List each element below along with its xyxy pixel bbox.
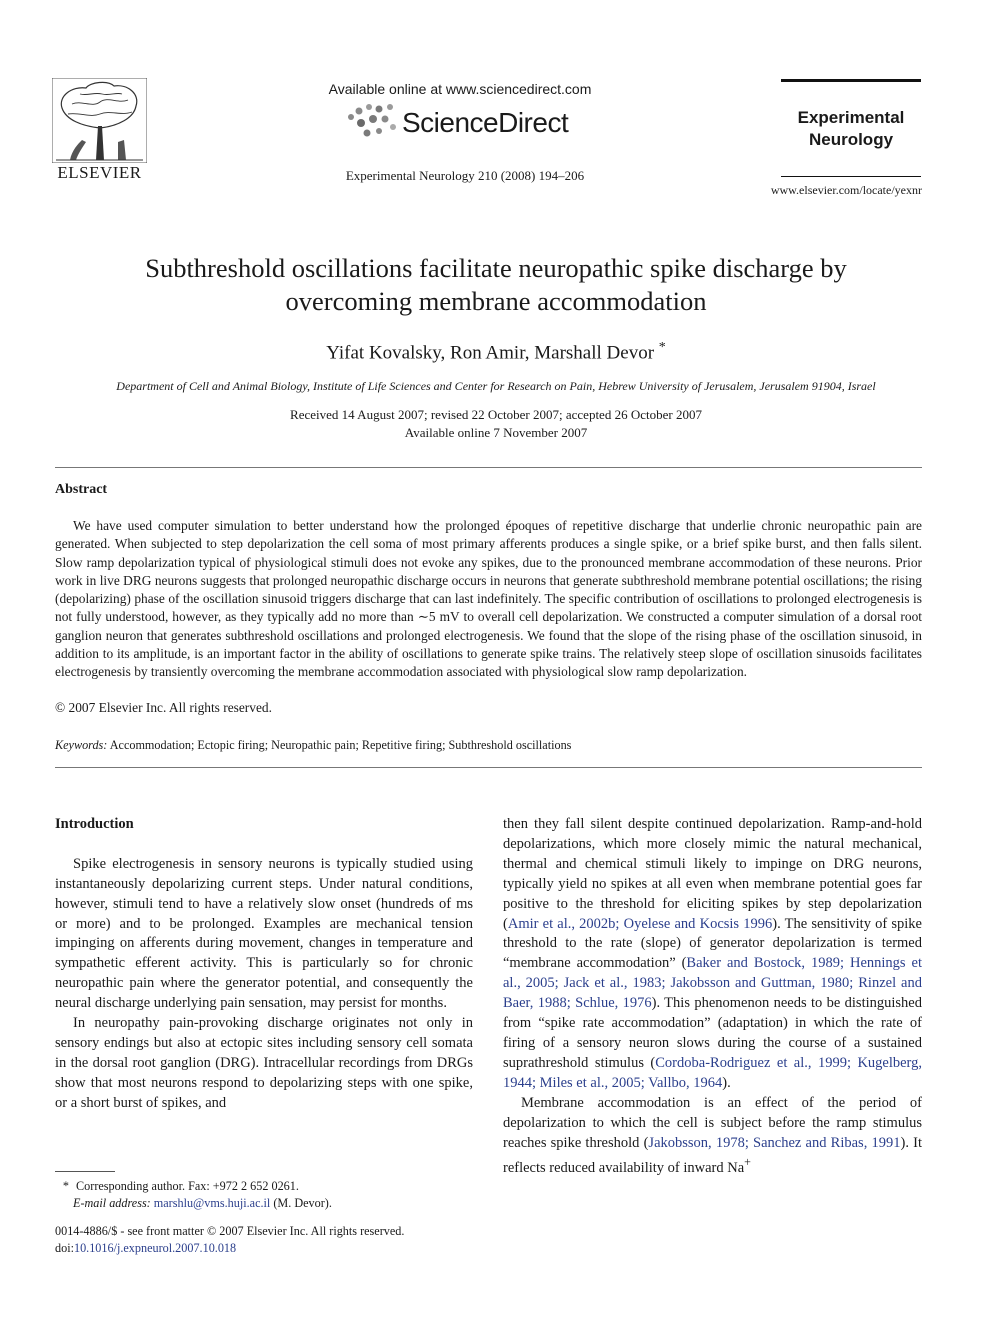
corresponding-author-mark[interactable]: * [658,340,666,355]
intro-paragraph-2-continued [503,815,922,1094]
doi-link[interactable]: 10.1016/j.expneurol.2007.10.018 [73,1241,237,1255]
abstract-copyright: © 2007 Elsevier Inc. All rights reserved. [55,700,272,715]
intro-paragraph-3 [503,1094,922,1179]
issn-line: 0014-4886/$ - see front matter © 2007 Elsevier Inc. All rights reserved. [55,1224,405,1238]
article-title-line1: Subthreshold oscillations facilitate neuropathic spike discharge by [145,253,847,283]
corresponding-text: Corresponding author. Fax: +972 2 652 0261. [76,1179,299,1193]
article-title-line2: overcoming membrane accommodation [285,286,707,316]
publisher-name: ELSEVIER [57,163,142,182]
paragraph-text: ). The sensitivity of spike threshold to the rate (slope) of generator depolarization is termed “membrane accommodation” ( [503,915,922,972]
paragraph-text: Membrane accommodation is an effect of the period of depolarization to which the cell is subject before the ramp stimulus reaches spike threshold ( [503,1094,922,1151]
email-suffix: (M. Devor). [273,1196,332,1210]
journal-title [781,107,921,151]
abstract-heading: Abstract [55,482,108,497]
citation-link[interactable]: Amir et al., 2002b; Oyelese and Kocsis 1996 [507,915,773,932]
intro-paragraph-2: In neuropathy pain-provoking discharge originates not only in sensory endings but also at ectopic sites including sensory cell somata in the dorsal root ganglion (DRG). Intracellular recordings from DRGs show that most neurons respond to depolarizing steps with one spike, or a short burst of spikes, and [55,1015,473,1111]
paragraph-text: ). It reflects reduced availability of inward Na [503,1134,922,1177]
paragraph-text: ). [722,1074,731,1091]
received-dates: Received 14 August 2007; revised 22 October 2007; accepted 26 October 2007 [290,407,702,422]
affiliation: Department of Cell and Animal Biology, Institute of Life Sciences and Center for Research on Pain, Hebrew University of Jerusalem, Jerusalem 91904, Israel [116,379,876,393]
journal-title-rule-bottom [781,176,921,177]
article-dates [60,406,932,442]
abstract-body: We have used computer simulation to better understand how the prolonged époques of repetitive discharge that underlie chronic neuropathic pain are generated. When subjected to step depolarization the cell soma of most primary afferents produces a single spike, or a brief spike burst, and then falls silent. Slow ramp depolarization typical of physiological stimuli does not evoke any spikes, due to the pronounced membrane accommodation of these neurons. Prior work in live DRG neurons suggests that prolonged neuropathic discharge occurs in neurons that generate subthreshold membrane potential oscillations; the rising (depolarizing) phase of the oscillation sinusoid triggers discharge that can last indefinitely. The specific contribution of oscillations to prolonged electrogenesis is not fully understood, however, as they typically add no more than ∼5 mV to overall cell depolarization. We constructed a computer simulation of a dorsal root ganglion neuron that generates subthreshold oscillations and prolonged electrogenesis. We found that the slope of the rising phase of the oscillation sinusoid, in addition to its amplitude, is an important factor in the ability of oscillations to generate spike trains. The relatively steep slope of oscillation sinusoids facilitates electrogenesis by transiently overcoming the membrane accommodation associated with physiological slow ramp depolarization. [55,518,922,680]
keywords [55,738,922,753]
citation-link[interactable]: Cordoba-Rodriguez et al., 1999; Kugelberg, 1944; Miles et al., 2005; Vallbo, 1964 [503,1054,923,1091]
keywords-label: Keywords: [55,738,108,752]
author-list [60,340,932,364]
sciencedirect-dots-icon [345,103,400,141]
elsevier-tree-icon [52,78,147,163]
sciencedirect-wordmark: ScienceDirect [402,107,569,138]
front-matter [55,1223,404,1257]
footnote-email [55,1195,332,1212]
available-online-text: Available online at www.sciencedirect.com [328,81,592,97]
section-heading-introduction: Introduction [55,816,134,832]
paragraph-text: ). This phenomenon needs to be distinguished from “spike rate accommodation” (adaptation) in which the rate of firing of a sensory neuron slows during the course of a sustained suprathreshold stimulus ( [503,995,922,1071]
footnote-rule [55,1171,115,1172]
journal-title-rule-top [781,79,921,82]
journal-url[interactable]: www.elsevier.com/locate/yexnr [770,183,922,197]
footnote-corresponding [55,1178,299,1195]
email-label: E-mail address: [73,1196,151,1210]
citation-link[interactable]: Baker and Bostock, 1989; Hennings et al., 2005; Jack et al., 1983; Jakobsson and Guttman, 1980; Rinzel and Baer, 1988; Schlue, 1976 [503,955,922,1012]
doi-label: doi: [55,1241,74,1255]
sciencedirect-logo[interactable] [345,103,595,143]
rule-bottom [55,767,922,768]
keywords-list: Accommodation; Ectopic firing; Neuropathic pain; Repetitive firing; Subthreshold oscillations [109,738,572,752]
column-left [55,815,473,1114]
available-date: Available online 7 November 2007 [404,425,588,440]
journal-title-line2: Neurology [808,130,894,149]
journal-reference: Experimental Neurology 210 (2008) 194–206 [345,168,585,183]
intro-paragraph-1: Spike electrogenesis in sensory neurons is typically studied using instantaneously depolarizing current steps. Under natural conditions, however, stimuli tend to have a relatively slow onset (hundreds of ms or more) and to be prolonged. Examples are mechanical tension impinging on afferents during movement, changes in temperature and sympathetic efferent activity. This is particularly so for chronic neuropathic pain where the generator potential, and consequently the neural discharge underlying pain sensation, may persist for months. [55,855,473,1012]
footnote-mark: * [62,1179,69,1193]
article-title [60,252,932,318]
column-right [503,815,922,1179]
journal-title-line1: Experimental [797,108,905,127]
author-names: Yifat Kovalsky, Ron Amir, Marshall Devor [326,342,655,364]
citation-link[interactable]: Jakobsson, 1978; Sanchez and Ribas, 1991 [648,1134,901,1151]
doi-line [55,1240,404,1257]
email-link[interactable]: marshlu@vms.huji.ac.il [153,1196,271,1210]
paragraph-text: then they fall silent despite continued depolarization. Ramp-and-hold depolarizations, which more closely mimic the natural mechanical, thermal and chemical stimuli likely to impinge on DRG neurons, typically yield no spikes at all even when membrane potential goes far positive to the threshold for eliciting spikes by step depolarization ( [503,816,922,932]
superscript-plus: + [744,1155,751,1170]
rule-top [55,467,922,468]
